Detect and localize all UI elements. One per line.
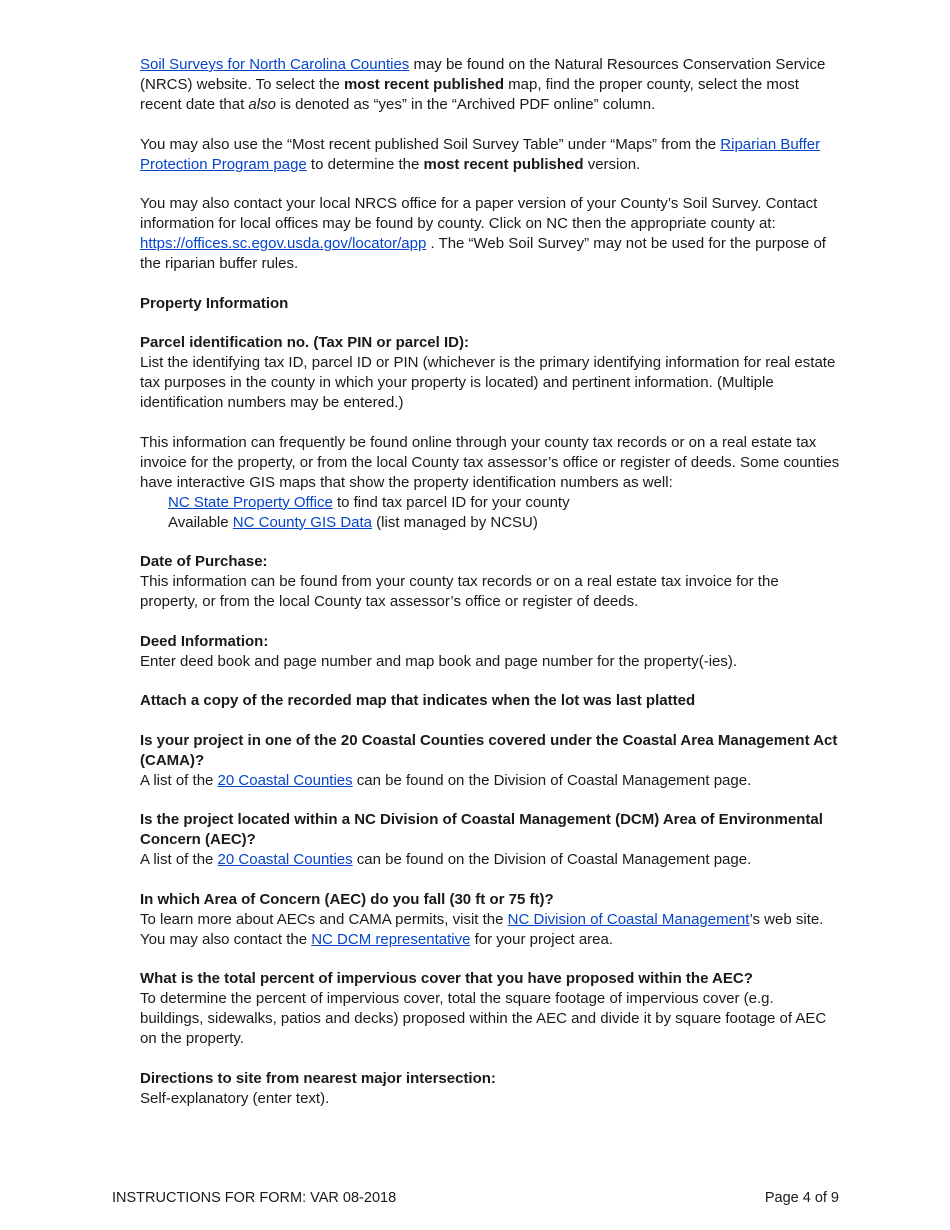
directions-heading: Directions to site from nearest major intersection:: [140, 1069, 496, 1087]
soil-table-paragraph: [140, 135, 840, 175]
nc-division-coastal-management-link[interactable]: NC Division of Coastal Management: [507, 910, 750, 928]
cama-body: [140, 771, 840, 791]
nc-dcm-representative-link[interactable]: NC DCM representative: [311, 930, 471, 948]
impervious-body: To determine the percent of impervious cover, total the square footage of impervious cover (e.g. buildings, sidewalks, patios and decks) proposed within the AEC and divide it by square footage of AEC on the property.: [140, 990, 827, 1047]
soil2-text-1: You may also use the “Most recent published Soil Survey Table” under “Maps” from the: [140, 135, 721, 153]
parcel-link2-tail: (list managed by NCSU): [372, 513, 538, 531]
soil-surveys-link[interactable]: Soil Surveys for North Carolina Counties: [140, 56, 410, 73]
soil3-text-2: . The “Web Soil Survey” may not be used for the purpose of the riparian buffer rules.: [140, 235, 826, 272]
page-footer: [112, 1188, 839, 1208]
soil-text-2: map, find the proper county, select the most recent date that: [140, 76, 799, 113]
parcel-available-text: Available: [168, 513, 233, 531]
nrcs-office-paragraph: [140, 194, 840, 274]
impervious-heading: What is the total percent of impervious cover that you have proposed within the AEC?: [140, 970, 753, 987]
directions-body: Self-explanatory (enter text).: [140, 1089, 330, 1107]
attach-map-heading: Attach a copy of the recorded map that indicates when the lot was last platted: [140, 692, 696, 709]
aec-body: [140, 910, 840, 950]
soil2-text-3: version.: [583, 155, 641, 173]
date-of-purchase-body: This information can be found from your county tax records or on a real estate tax invoice for the property, or from the local County tax assessor’s office or register of deeds.: [140, 573, 779, 610]
soil3-text-1: You may also contact your local NRCS office for a paper version of your County’s Soil Survey. Contact information for local offices may be found by county. Click on NC then the appropriate county at:: [140, 195, 818, 232]
cama-pre: A list of the: [140, 771, 218, 789]
soil-survey-paragraph: [140, 55, 840, 115]
aec-heading: In which Area of Concern (AEC) do you fall (30 ft or 75 ft)?: [140, 890, 554, 908]
cama-post: can be found on the Division of Coastal Management page.: [352, 771, 752, 789]
soil2-text-2: to determine the: [306, 155, 424, 173]
parcel-links-line-1: [140, 493, 840, 513]
soil-bold-1: most recent published: [343, 76, 504, 93]
dcm-aec-heading: Is the project located within a NC Division of Coastal Management (DCM) Area of Environmental Concern (AEC)?: [140, 811, 823, 848]
parcel-body-2: This information can frequently be found online through your county tax records or on a real estate tax invoice for the property, or from the local County tax assessor’s office or register of deeds. Some counties have interactive GIS maps that show the property identification numbers as well:: [140, 433, 840, 491]
soil-italic: also: [248, 96, 276, 113]
document-page: [140, 55, 840, 1128]
parcel-body: List the identifying tax ID, parcel ID or PIN (whichever is the primary identifying information for real estate tax purposes in the county in which your property is located) and pertinent information. (Multiple identification numbers may be entered.): [140, 354, 836, 411]
aec-text-1: To learn more about AECs and CAMA permits, visit the: [140, 910, 508, 928]
soil-text-1: may be found on the Natural Resources Conservation Service (NRCS) website. To select the: [140, 56, 826, 93]
date-of-purchase-heading: Date of Purchase:: [140, 553, 268, 570]
dcm-post: can be found on the Division of Coastal Management page.: [352, 851, 752, 868]
aec-text-2: ’s web site. You may also contact the: [140, 910, 824, 948]
nc-county-gis-data-link[interactable]: NC County GIS Data: [232, 513, 372, 531]
nc-state-property-office-link[interactable]: NC State Property Office: [168, 493, 333, 511]
dcm-pre: A list of the: [140, 851, 218, 868]
parcel-link1-tail: to find tax parcel ID for your county: [332, 493, 570, 511]
dcm-aec-body: [140, 850, 840, 870]
riparian-buffer-link[interactable]: Riparian Buffer Protection Program page: [140, 135, 821, 173]
deed-information-body: Enter deed book and page number and map book and page number for the property(-ies).: [140, 652, 738, 670]
soil2-bold: most recent published: [423, 155, 584, 173]
parcel-links-line-2: [140, 513, 840, 533]
aec-text-3: for your project area.: [470, 930, 614, 948]
cama-heading: Is your project in one of the 20 Coastal Counties covered under the Coastal Area Management Act (CAMA)?: [140, 731, 838, 769]
usda-locator-link[interactable]: https://offices.sc.egov.usda.gov/locator/app: [140, 235, 427, 252]
property-information-heading: Property Information: [140, 294, 289, 312]
coastal-counties-link[interactable]: 20 Coastal Counties: [217, 771, 353, 789]
footer-page-number: Page 4 of 9: [764, 1190, 839, 1206]
soil-text-3: is denoted as “yes” in the “Archived PDF online” column.: [275, 96, 656, 113]
footer-form-label: INSTRUCTIONS FOR FORM: VAR 08-2018: [112, 1190, 397, 1206]
coastal-counties-link-2[interactable]: 20 Coastal Counties: [217, 851, 353, 868]
parcel-heading: Parcel identification no. (Tax PIN or parcel ID):: [140, 334, 469, 351]
deed-information-heading: Deed Information:: [140, 632, 269, 650]
